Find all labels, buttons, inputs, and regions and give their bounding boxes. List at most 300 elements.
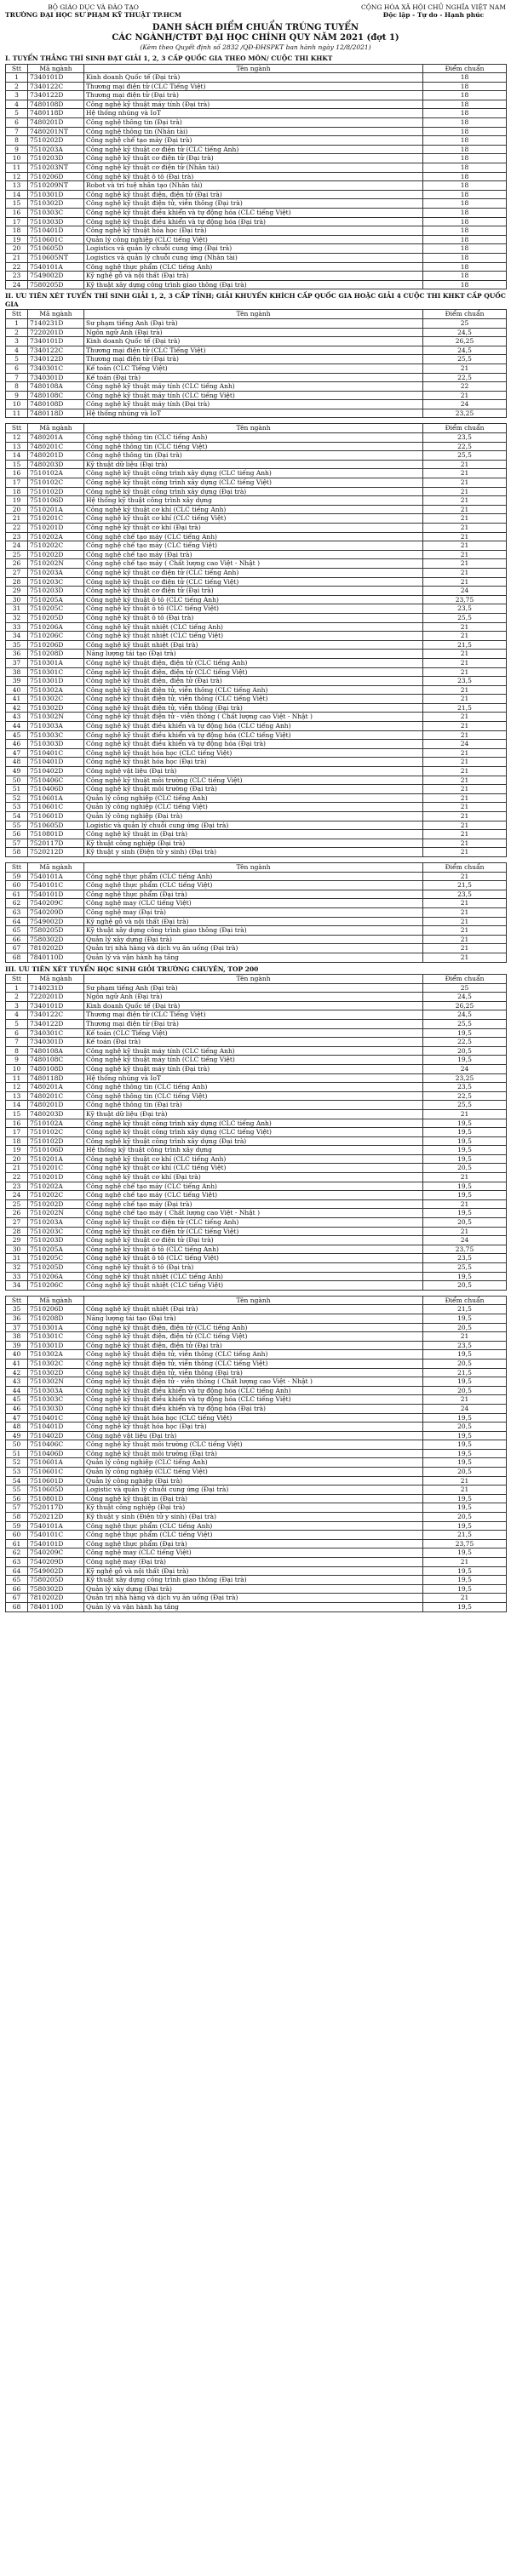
table-row <box>6 145 507 154</box>
row-major-code: 7510202C <box>28 1191 84 1200</box>
row-major-code: 7510601C <box>28 1468 84 1477</box>
row-major-code: 7510303C <box>28 209 84 218</box>
table-row <box>6 496 507 506</box>
row-cutoff-score: 18 <box>423 280 507 289</box>
table-row <box>6 532 507 541</box>
row-cutoff-score: 21 <box>423 478 507 488</box>
table-row <box>6 983 507 993</box>
column-cutoff-score: Điểm chuẩn <box>423 310 507 319</box>
table-row <box>6 190 507 199</box>
row-stt: 13 <box>6 442 28 451</box>
row-cutoff-score: 25,5 <box>423 1019 507 1028</box>
table-row <box>6 109 507 118</box>
row-stt: 48 <box>6 1423 28 1432</box>
table-row <box>6 487 507 496</box>
table-row <box>6 1539 507 1548</box>
row-cutoff-score: 21 <box>423 550 507 559</box>
row-stt: 5 <box>6 355 28 364</box>
row-major-name: Công nghệ kỹ thuật điện, điện tử (CLC tiếng Việt) <box>84 1332 423 1342</box>
row-major-code: 7510206C <box>28 1281 84 1291</box>
row-major-code: 7510102C <box>28 478 84 488</box>
table-row <box>6 1281 507 1291</box>
row-stt: 53 <box>6 1468 28 1477</box>
score-table <box>5 423 507 857</box>
row-major-name: Thương mại điện tử (CLC Tiếng Việt) <box>84 1010 423 1020</box>
row-cutoff-score: 21 <box>423 953 507 962</box>
table-row <box>6 1191 507 1200</box>
row-cutoff-score: 21 <box>423 748 507 758</box>
row-major-name: Công nghệ may (Đại trà) <box>84 1558 423 1567</box>
row-major-name: Công nghệ kỹ thuật điện tử, viễn thông (CLC tiếng Việt) <box>84 695 423 704</box>
column-cutoff-score: Điểm chuẩn <box>423 975 507 984</box>
table-row <box>6 1431 507 1440</box>
row-stt: 18 <box>6 226 28 236</box>
table-row <box>6 1440 507 1450</box>
row-major-name: Công nghệ kỹ thuật điều khiển và tự động hóa (CLC tiếng Anh) <box>84 722 423 731</box>
country-motto: Độc lập - Tự do - Hạnh phúc <box>382 11 485 19</box>
row-cutoff-score: 21,5 <box>423 1305 507 1314</box>
row-stt: 42 <box>6 703 28 713</box>
row-major-code: 7480201NT <box>28 127 84 136</box>
row-cutoff-score: 18 <box>423 209 507 218</box>
row-major-name: Công nghệ kỹ thuật cơ khí (CLC tiếng Việt) <box>84 1164 423 1173</box>
row-major-code: 7510301A <box>28 1323 84 1332</box>
row-major-name: Công nghệ kỹ thuật ô tô (CLC tiếng Việt) <box>84 604 423 614</box>
row-stt: 37 <box>6 658 28 667</box>
row-major-code: 7340301C <box>28 364 84 373</box>
table-row <box>6 926 507 936</box>
row-cutoff-score: 21 <box>423 785 507 794</box>
row-stt: 63 <box>6 1558 28 1567</box>
row-major-name: Công nghệ kỹ thuật cơ điện tử (CLC tiếng Anh) <box>84 1218 423 1228</box>
table-row <box>6 346 507 355</box>
row-stt: 10 <box>6 400 28 409</box>
row-cutoff-score: 24 <box>423 740 507 749</box>
row-cutoff-score: 23,75 <box>423 1245 507 1254</box>
row-stt: 7 <box>6 1038 28 1047</box>
table-row <box>6 1423 507 1432</box>
row-stt: 43 <box>6 1377 28 1387</box>
row-stt: 24 <box>6 280 28 289</box>
table-row <box>6 382 507 392</box>
row-stt: 62 <box>6 1548 28 1558</box>
row-stt: 37 <box>6 1323 28 1332</box>
table-row <box>6 1323 507 1332</box>
row-major-name: Công nghệ kỹ thuật cơ điện tử (Đại trà) <box>84 587 423 596</box>
table-row <box>6 127 507 136</box>
row-cutoff-score: 21 <box>423 793 507 803</box>
row-cutoff-score: 19,5 <box>423 1182 507 1191</box>
table-row <box>6 830 507 839</box>
row-stt: 50 <box>6 1440 28 1450</box>
table-row <box>6 568 507 577</box>
row-cutoff-score: 23,5 <box>423 1341 507 1350</box>
row-cutoff-score: 21 <box>423 1476 507 1485</box>
table-row <box>6 1010 507 1020</box>
row-stt: 1 <box>6 318 28 328</box>
table-row <box>6 1209 507 1218</box>
row-major-code: 7480201D <box>28 1101 84 1110</box>
row-major-name: Công nghệ kỹ thuật ô tô (Đại trà) <box>84 1263 423 1273</box>
row-stt: 19 <box>6 1146 28 1155</box>
row-stt: 56 <box>6 1494 28 1503</box>
table-row <box>6 917 507 926</box>
row-major-code: 7480108D <box>28 100 84 109</box>
row-cutoff-score: 20,5 <box>423 1359 507 1368</box>
row-major-name: Công nghệ kỹ thuật môi trường (Đại trà) <box>84 785 423 794</box>
row-major-code: 7520117D <box>28 1503 84 1513</box>
table-row <box>6 469 507 478</box>
row-stt: 2 <box>6 328 28 337</box>
table-row <box>6 1584 507 1594</box>
row-major-code: 7340122C <box>28 346 84 355</box>
row-major-name: Công nghệ kỹ thuật điện, điện tử (CLC tiếng Anh) <box>84 658 423 667</box>
row-cutoff-score: 19,5 <box>423 1576 507 1585</box>
row-major-name: Công nghệ thông tin (Đại trà) <box>84 118 423 128</box>
row-cutoff-score: 23,25 <box>423 1073 507 1083</box>
row-major-name: Công nghệ kỹ thuật điều khiển và tự động hóa (CLC tiếng Việt) <box>84 1395 423 1405</box>
row-major-name: Công nghệ kỹ thuật cơ khí (Đại trà) <box>84 1173 423 1182</box>
row-stt: 23 <box>6 1182 28 1191</box>
row-stt: 31 <box>6 1254 28 1263</box>
table-row <box>6 1531 507 1540</box>
table-row <box>6 577 507 587</box>
row-cutoff-score: 21 <box>423 695 507 704</box>
row-stt: 25 <box>6 550 28 559</box>
row-cutoff-score: 21 <box>423 1173 507 1182</box>
row-major-code: 7540209D <box>28 1558 84 1567</box>
row-stt: 61 <box>6 890 28 899</box>
row-major-name: Công nghệ thực phẩm (CLC tiếng Anh) <box>84 1521 423 1531</box>
row-cutoff-score: 21 <box>423 487 507 496</box>
column-major-code: Mã ngành <box>28 310 84 319</box>
row-major-name: Quản trị nhà hàng và dịch vụ ăn uống (Đại trà) <box>84 1594 423 1603</box>
row-major-name: Logistics và quản lý chuỗi cung ứng (Đại trà) <box>84 244 423 254</box>
row-major-name: Công nghệ chế tạo máy (CLC tiếng Việt) <box>84 541 423 551</box>
row-major-name: Công nghệ kỹ thuật hóa học (Đại trà) <box>84 226 423 236</box>
row-major-code: 7510605D <box>28 821 84 830</box>
row-stt: 66 <box>6 1584 28 1594</box>
column-major-code: Mã ngành <box>28 1296 84 1305</box>
row-cutoff-score: 21 <box>423 568 507 577</box>
row-cutoff-score: 23,5 <box>423 890 507 899</box>
row-major-name: Công nghệ kỹ thuật cơ khí (CLC tiếng Anh) <box>84 1154 423 1164</box>
row-stt: 25 <box>6 1199 28 1209</box>
table-header-row <box>6 64 507 73</box>
row-major-name: Công nghệ kỹ thuật ô tô (CLC tiếng Việt) <box>84 1254 423 1263</box>
row-stt: 62 <box>6 899 28 908</box>
row-stt: 5 <box>6 109 28 118</box>
table-header-row <box>6 975 507 984</box>
row-cutoff-score: 21 <box>423 650 507 659</box>
row-major-name: Kinh doanh Quốc tế (Đại trà) <box>84 73 423 83</box>
row-stt: 10 <box>6 1064 28 1073</box>
row-stt: 6 <box>6 118 28 128</box>
row-cutoff-score: 21 <box>423 803 507 812</box>
row-major-name: Quản lý và vận hành hạ tầng <box>84 953 423 962</box>
row-major-code: 7510201D <box>28 1173 84 1182</box>
row-cutoff-score: 18 <box>423 190 507 199</box>
row-cutoff-score: 18 <box>423 217 507 226</box>
row-major-code: 7510303A <box>28 1386 84 1395</box>
row-major-name: Kế toán (CLC Tiếng Việt) <box>84 364 423 373</box>
table-row <box>6 677 507 686</box>
row-major-name: Quản lý công nghiệp (CLC tiếng Anh) <box>84 1458 423 1468</box>
row-cutoff-score: 21 <box>423 722 507 731</box>
row-stt: 29 <box>6 587 28 596</box>
row-major-code: 7510601C <box>28 235 84 244</box>
row-major-name: Công nghệ chế tạo máy (Đại trà) <box>84 1199 423 1209</box>
row-stt: 21 <box>6 253 28 262</box>
table-row <box>6 1476 507 1485</box>
table-row <box>6 1395 507 1405</box>
row-major-code: 7580205D <box>28 926 84 936</box>
row-stt: 57 <box>6 839 28 848</box>
row-major-name: Thương mại điện tử (CLC Tiếng Việt) <box>84 346 423 355</box>
row-cutoff-score: 21 <box>423 758 507 767</box>
row-stt: 61 <box>6 1539 28 1548</box>
table-header-row <box>6 310 507 319</box>
table-row <box>6 622 507 632</box>
row-cutoff-score: 21 <box>423 1199 507 1209</box>
table-header-row <box>6 862 507 872</box>
row-cutoff-score: 19,5 <box>423 1350 507 1360</box>
table-row <box>6 1272 507 1281</box>
row-major-name: Kỹ thuật dữ liệu (Đại trà) <box>84 1109 423 1119</box>
table-row <box>6 1503 507 1513</box>
row-cutoff-score: 19,5 <box>423 1584 507 1594</box>
decision-reference: (Kèm theo Quyết định số 2832 /QĐ-ĐHSPKT ban hành ngày 12/8/2021) <box>140 43 371 51</box>
column-stt: Stt <box>6 1296 28 1305</box>
table-row <box>6 1413 507 1423</box>
table-row <box>6 793 507 803</box>
row-major-name: Kế toán (CLC Tiếng Việt) <box>84 1028 423 1038</box>
row-stt: 28 <box>6 577 28 587</box>
table-row <box>6 1146 507 1155</box>
row-major-code: 7510102C <box>28 1128 84 1137</box>
row-stt: 51 <box>6 785 28 794</box>
table-row <box>6 217 507 226</box>
row-major-code: 7510401D <box>28 758 84 767</box>
row-major-name: Công nghệ kỹ thuật điều khiển và tự động hóa (Đại trà) <box>84 1404 423 1413</box>
row-major-name: Kỹ nghệ gỗ và nội thất (Đại trà) <box>84 917 423 926</box>
row-major-code: 7480108C <box>28 1056 84 1065</box>
table-row <box>6 1368 507 1377</box>
row-major-name: Công nghệ chế tạo máy (Đại trà) <box>84 136 423 146</box>
row-major-code: 7510605D <box>28 1485 84 1495</box>
table-row <box>6 442 507 451</box>
row-major-name: Kỹ thuật y sinh (Điện tử y sinh) (Đại trà) <box>84 848 423 857</box>
row-cutoff-score: 18 <box>423 127 507 136</box>
row-cutoff-score: 24 <box>423 1236 507 1245</box>
row-stt: 22 <box>6 262 28 272</box>
row-cutoff-score: 21,5 <box>423 703 507 713</box>
row-cutoff-score: 18 <box>423 136 507 146</box>
row-stt: 21 <box>6 1164 28 1173</box>
table-row <box>6 839 507 848</box>
row-cutoff-score: 21,5 <box>423 1368 507 1377</box>
row-stt: 6 <box>6 1028 28 1038</box>
row-major-code: 7510601D <box>28 1476 84 1485</box>
row-major-code: 7510302A <box>28 1350 84 1360</box>
table-row <box>6 1001 507 1010</box>
row-stt: 51 <box>6 1449 28 1458</box>
table-row <box>6 451 507 461</box>
table-row <box>6 244 507 254</box>
table-row <box>6 730 507 740</box>
column-major-name: Tên ngành <box>84 424 423 433</box>
row-major-code: 7510801D <box>28 830 84 839</box>
row-major-name: Thương mại điện tử (Đại trà) <box>84 91 423 100</box>
row-cutoff-score: 23,5 <box>423 1254 507 1263</box>
column-cutoff-score: Điểm chuẩn <box>423 1296 507 1305</box>
row-major-name: Công nghệ kỹ thuật nhiệt (CLC tiếng Việt) <box>84 632 423 641</box>
row-major-code: 7510205C <box>28 1254 84 1263</box>
row-major-code: 7510202D <box>28 550 84 559</box>
table-row <box>6 1136 507 1146</box>
row-cutoff-score: 18 <box>423 91 507 100</box>
row-stt: 65 <box>6 926 28 936</box>
row-cutoff-score: 21 <box>423 391 507 400</box>
row-cutoff-score: 19,5 <box>423 1272 507 1281</box>
row-stt: 33 <box>6 622 28 632</box>
table-row <box>6 1566 507 1576</box>
row-major-code: 7140231D <box>28 983 84 993</box>
row-major-name: Công nghệ chế tạo máy (CLC tiếng Việt) <box>84 1191 423 1200</box>
row-cutoff-score: 22,5 <box>423 373 507 382</box>
row-stt: 34 <box>6 1281 28 1291</box>
row-cutoff-score: 21,5 <box>423 640 507 650</box>
section-heading: I. TUYỂN THẲNG THÍ SINH ĐẠT GIẢI 1, 2, 3 CẤP QUỐC GIA THEO MÔN/ CUỘC THI KHKT <box>5 54 333 62</box>
row-cutoff-score: 21 <box>423 1594 507 1603</box>
row-major-code: 7480203D <box>28 1109 84 1119</box>
row-cutoff-score: 19,5 <box>423 1136 507 1146</box>
row-stt: 1 <box>6 73 28 83</box>
column-major-code: Mã ngành <box>28 862 84 872</box>
row-major-name: Công nghệ chế tạo máy ( Chất lượng cao Việt - Nhật ) <box>84 559 423 569</box>
row-stt: 19 <box>6 496 28 506</box>
table-row <box>6 1449 507 1458</box>
row-stt: 68 <box>6 1602 28 1611</box>
row-cutoff-score: 21 <box>423 1332 507 1342</box>
table-row <box>6 373 507 382</box>
row-major-name: Công nghệ kỹ thuật điều khiển và tự động hóa (Đại trà) <box>84 740 423 749</box>
row-stt: 52 <box>6 793 28 803</box>
row-major-code: 7340101D <box>28 73 84 83</box>
row-cutoff-score: 18 <box>423 244 507 254</box>
row-major-name: Logistic và quản lý chuỗi cung ứng (Đại trà) <box>84 821 423 830</box>
table-row <box>6 695 507 704</box>
row-major-code: 7510206D <box>28 640 84 650</box>
row-cutoff-score: 25,5 <box>423 451 507 461</box>
row-major-name: Công nghệ kỹ thuật điện, điện tử (CLC tiếng Anh) <box>84 1323 423 1332</box>
row-stt: 20 <box>6 1154 28 1164</box>
row-major-name: Ngôn ngữ Anh (Đại trà) <box>84 993 423 1002</box>
table-row <box>6 337 507 346</box>
row-stt: 57 <box>6 1503 28 1513</box>
header-left <box>5 3 181 19</box>
table-row <box>6 391 507 400</box>
row-stt: 11 <box>6 409 28 418</box>
table-row <box>6 1227 507 1236</box>
row-major-name: Công nghệ kỹ thuật cơ khí (CLC tiếng Anh) <box>84 505 423 514</box>
row-cutoff-score: 20,5 <box>423 1046 507 1056</box>
row-major-name: Công nghệ kỹ thuật nhiệt (CLC tiếng Anh) <box>84 622 423 632</box>
row-cutoff-score: 21 <box>423 469 507 478</box>
row-cutoff-score: 23,5 <box>423 677 507 686</box>
row-major-name: Kỹ thuật công nghiệp (Đại trà) <box>84 839 423 848</box>
column-cutoff-score: Điểm chuẩn <box>423 64 507 73</box>
row-cutoff-score: 21 <box>423 899 507 908</box>
row-major-name: Công nghệ chế tạo máy (CLC tiếng Anh) <box>84 532 423 541</box>
table-row <box>6 91 507 100</box>
row-stt: 8 <box>6 136 28 146</box>
table-row <box>6 73 507 83</box>
row-major-name: Công nghệ kỹ thuật nhiệt (CLC tiếng Việt) <box>84 1281 423 1291</box>
row-cutoff-score: 21 <box>423 559 507 569</box>
row-stt: 50 <box>6 776 28 785</box>
row-major-code: 7510302C <box>28 695 84 704</box>
column-major-code: Mã ngành <box>28 975 84 984</box>
table-row <box>6 1056 507 1065</box>
row-stt: 58 <box>6 848 28 857</box>
table-row <box>6 181 507 191</box>
table-row <box>6 713 507 722</box>
row-major-code: 7510401C <box>28 748 84 758</box>
row-major-code: 7480108D <box>28 1064 84 1073</box>
row-cutoff-score: 21 <box>423 812 507 821</box>
row-major-name: Công nghệ kỹ thuật môi trường (CLC tiếng Việt) <box>84 1440 423 1450</box>
row-major-name: Quản lý công nghiệp (Đại trà) <box>84 812 423 821</box>
row-stt: 3 <box>6 91 28 100</box>
table-row <box>6 163 507 173</box>
row-cutoff-score: 18 <box>423 226 507 236</box>
row-major-code: 7540101C <box>28 1531 84 1540</box>
row-major-name: Công nghệ kỹ thuật cơ khí (Đại trà) <box>84 524 423 533</box>
score-table <box>5 1296 507 1612</box>
row-stt: 5 <box>6 1019 28 1028</box>
row-cutoff-score: 21 <box>423 496 507 506</box>
row-stt: 54 <box>6 812 28 821</box>
row-cutoff-score: 19,5 <box>423 1128 507 1137</box>
column-stt: Stt <box>6 310 28 319</box>
document-page <box>5 0 506 1612</box>
row-major-name: Công nghệ kỹ thuật cơ điện tử (CLC tiếng Anh) <box>84 568 423 577</box>
row-major-name: Quản lý công nghiệp (CLC tiếng Việt) <box>84 235 423 244</box>
column-stt: Stt <box>6 862 28 872</box>
table-row <box>6 409 507 418</box>
row-cutoff-score: 22,5 <box>423 1091 507 1101</box>
row-major-name: Robot và trí tuệ nhân tạo (Nhân tài) <box>84 181 423 191</box>
row-major-code: 7510205D <box>28 1263 84 1273</box>
row-major-code: 7580302D <box>28 1584 84 1594</box>
row-stt: 33 <box>6 1272 28 1281</box>
row-major-code: 7510301D <box>28 1341 84 1350</box>
row-major-name: Hệ thống nhúng và IoT <box>84 109 423 118</box>
row-major-code: 7510203D <box>28 154 84 163</box>
table-row <box>6 1083 507 1092</box>
row-cutoff-score: 19,5 <box>423 1191 507 1200</box>
table-row <box>6 541 507 551</box>
table-row <box>6 154 507 163</box>
row-major-code: 7220201D <box>28 993 84 1002</box>
row-major-name: Quản lý công nghiệp (CLC tiếng Việt) <box>84 803 423 812</box>
row-cutoff-score: 19,5 <box>423 1413 507 1423</box>
row-cutoff-score: 19,5 <box>423 1154 507 1164</box>
row-major-name: Công nghệ chế tạo máy ( Chất lượng cao Việt - Nhật ) <box>84 1209 423 1218</box>
table-row <box>6 703 507 713</box>
row-major-name: Năng lượng tái tạo (Đại trà) <box>84 1314 423 1323</box>
